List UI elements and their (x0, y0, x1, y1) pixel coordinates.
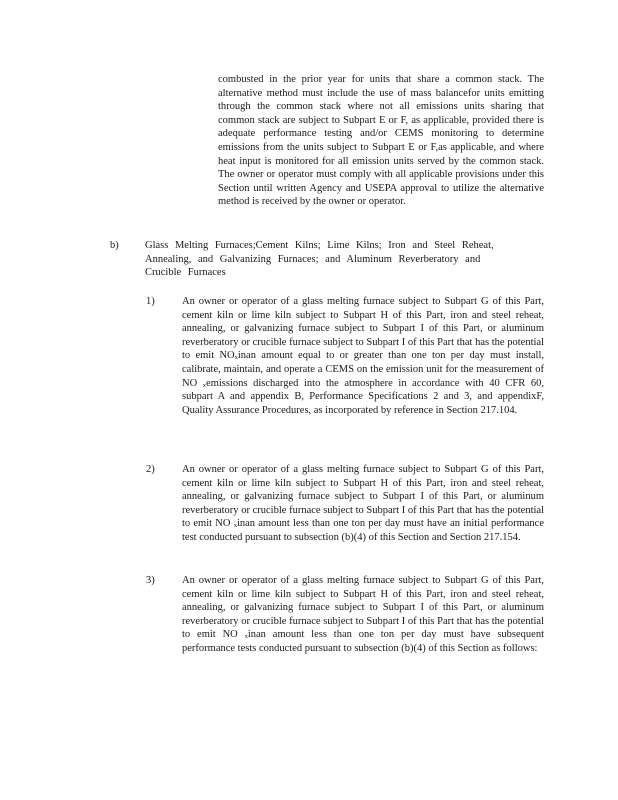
subsection-b-label: b) (110, 240, 119, 251)
item-3-text-b: inan amount less than one ton per day must have subsequent performance tests conducted pursuant to subsection (b)(4) of this Section as follows: (182, 629, 544, 654)
item-2-text-a: An owner or operator of a glass melting furnace subject to Subpart G of this Part, cement kiln or lime kiln subject to Subpart H of this Part, iron and steel reheat, annealing, or galvanizing furnace subject to Subpart I of this Part, or aluminum reverberatory or crucible furnace subject to Subpart I of this Part that has the potential to emit NO (182, 464, 544, 530)
item-3-text-a: An owner or operator of a glass melting furnace subject to Subpart G of this Part, cement kiln or lime kiln subject to Subpart H of this Part, iron and steel reheat, annealing, or galvanizing furnace subject to Subpart I of this Part, or aluminum reverberatory or crucible furnace subject to Subpart I of this Part that has the potential to emit NO (182, 575, 544, 641)
item-3-paragraph (182, 574, 544, 656)
item-1-text-a: An owner or operator of a glass melting furnace subject to Subpart G of this Part, cement kiln or lime kiln subject to Subpart H of this Part, iron and steel reheat, annealing, or galvanizing furnace subject to Subpart I of this Part, or aluminum reverberatory or crucible furnace subject to Subpart I of this Part that has the potential to emit NO (182, 296, 544, 362)
item-2-paragraph (182, 463, 544, 545)
item-1-text-c: emissions discharged into the atmosphere in accordance with 40 CFR 60, subpart A and appendix B, Performance Specifications 2 and 3, and appendixF, Quality Assurance Procedures, as incorporated by reference in Section 217.104. (182, 377, 544, 416)
item-3-number: 3) (146, 575, 155, 586)
item-3-subscript-a: x (244, 633, 248, 641)
item-1-number: 1) (146, 296, 155, 307)
item-1-text-b: inan amount equal to or greater than one ton per day must install, calibrate, maintain, and operate a CEMS on the emission unit for the measurement of NO (182, 350, 544, 389)
item-1-subscript-a: x (234, 354, 238, 362)
item-2-subscript-a: x (233, 522, 237, 530)
item-1-subscript-b: x (202, 381, 207, 389)
subsection-b-heading: Glass Melting Furnaces;Cement Kilns; Lime Kilns; Iron and Steel Reheat, Annealing, and Galvanizing Furnaces; and Aluminum Reverberatory and Crucible Furnaces (145, 240, 494, 279)
item-1-paragraph (182, 295, 544, 417)
continuation-paragraph: combusted in the prior year for units that share a common stack. The alternative method must include the use of mass balancefor units emitting through the common stack where not all emissions units sharing that common stack are subject to Subpart E or F, as applicable, provided there is adequate performance testing and/or CEMS monitoring to determine emissions from the units subject to Subpart E or F,as applicable, and where heat input is monitored for all emission units served by the common stack. The owner or operator must comply with all applicable provisions under this Section until written Agency and USEPA approval to utilize the alternative method is received by the owner or operator. (218, 74, 544, 208)
item-2-number: 2) (146, 464, 155, 475)
item-2-text-b: inan amount less than one ton per day must have an initial performance test conducted pursuant to subsection (b)(4) of this Section and Section 217.154. (182, 518, 544, 543)
